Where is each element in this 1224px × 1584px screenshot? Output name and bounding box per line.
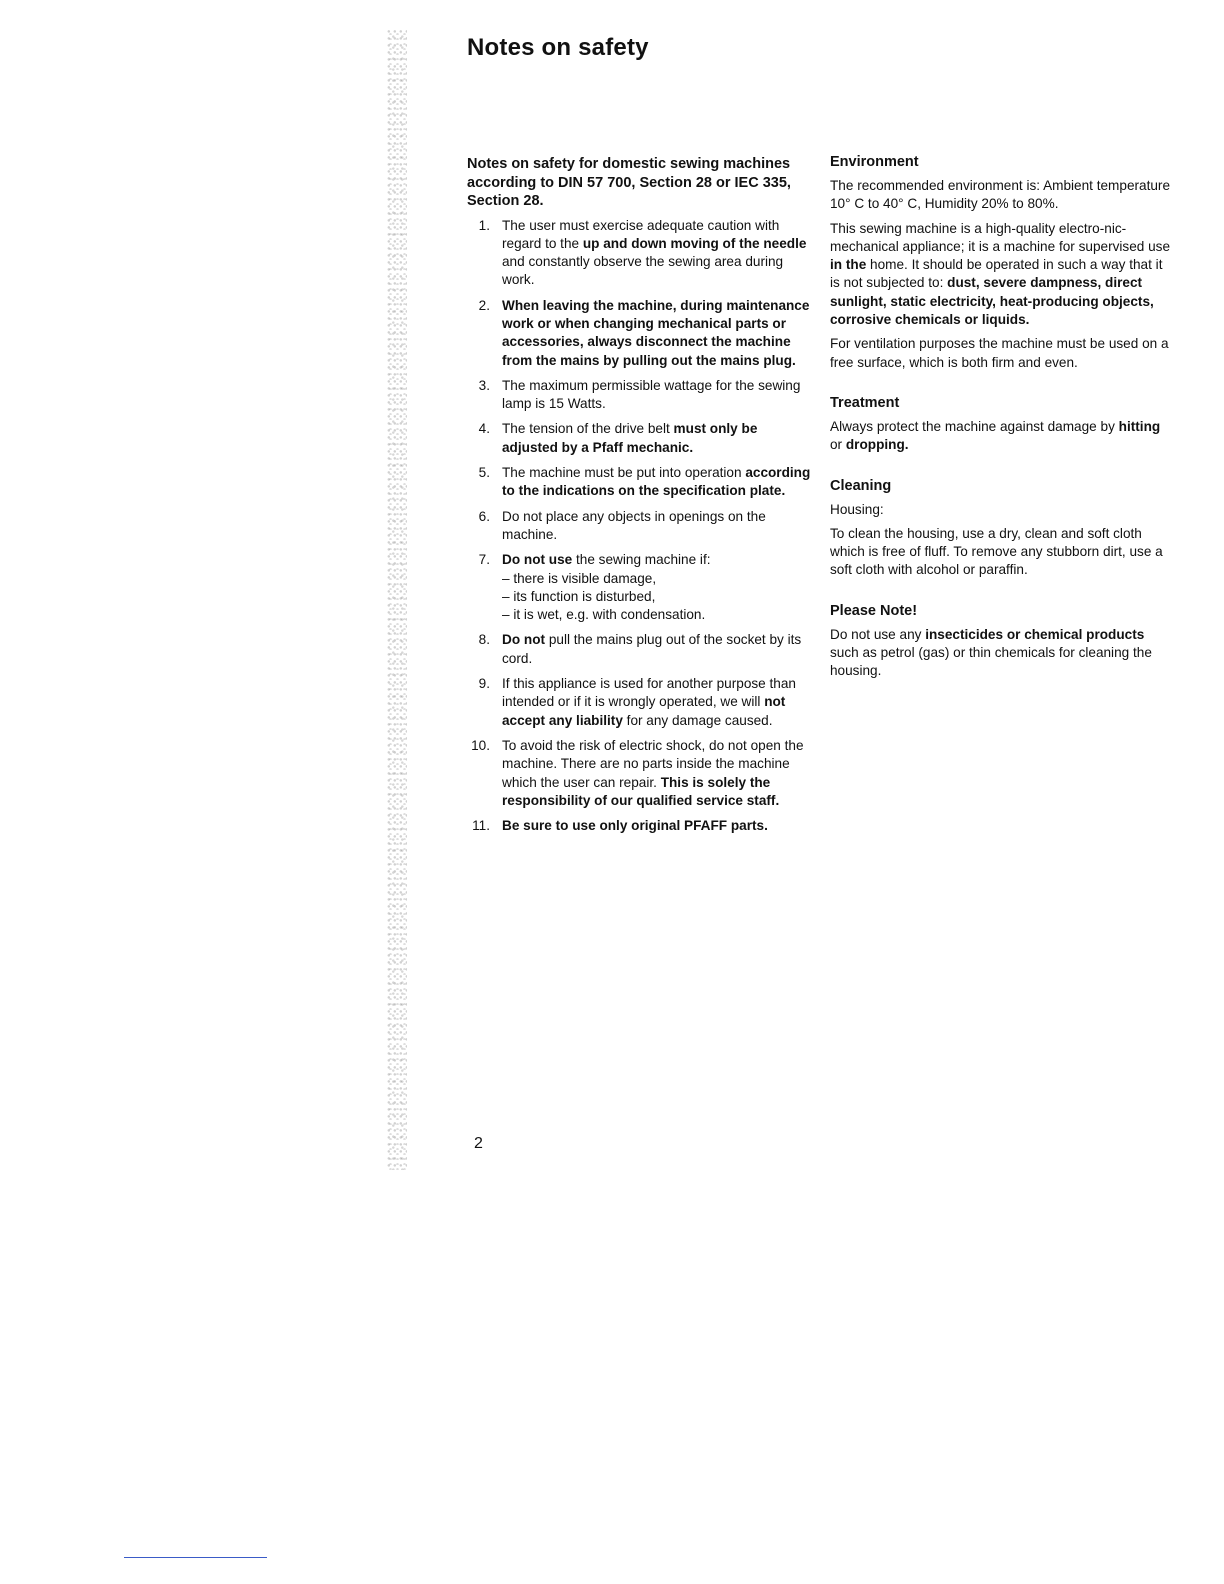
bottom-rule — [124, 1557, 267, 1558]
bold-run: dust, severe dampness, direct sunlight, static electricity, heat-producing objects, corrosive chemicals or liquids. — [830, 275, 1154, 328]
text-run: The maximum permissible wattage for the sewing lamp is 15 Watts. — [502, 377, 801, 412]
safety-rule — [467, 508, 812, 545]
binding-edge-scan — [387, 30, 407, 1170]
safety-rule — [467, 420, 812, 457]
section-treatment — [830, 394, 1175, 455]
rule-text — [502, 420, 812, 457]
bold-run: Do not — [502, 632, 546, 648]
rule-text — [502, 508, 812, 545]
safety-rule — [467, 297, 812, 370]
text-run: The tension of the drive belt — [502, 421, 674, 437]
text-run: The machine must be put into operation — [502, 465, 746, 481]
safety-rule — [467, 737, 812, 810]
bold-run: up and down moving of the needle — [582, 235, 807, 251]
text-run: To clean the housing, use a dry, clean and soft cloth which is free of fluff. To remove any stubborn dirt, use a soft cloth with alcohol or paraffin. — [830, 525, 1163, 578]
text-run: such as petrol (gas) or thin chemicals for cleaning the housing. — [830, 645, 1152, 679]
text-run: The recommended environment is: Ambient temperature 10° C to 40° C, Humidity 20% to 80%. — [830, 178, 1171, 212]
section-heading: Treatment — [830, 394, 900, 411]
rule-number: 6. — [478, 508, 490, 524]
rule-number: 7. — [478, 552, 490, 568]
text-run: Do not use any — [830, 626, 926, 642]
intro-paragraph: Notes on safety for domestic sewing machines according to DIN 57 700, Section 28 or IEC 335, Section 28. — [467, 156, 791, 209]
text-run: or — [830, 437, 846, 453]
safety-notes-column — [467, 155, 812, 842]
rule-number: 1. — [478, 217, 490, 233]
text-run: Housing: — [830, 501, 884, 517]
text-run: and constantly observe the sewing area during work. — [502, 254, 784, 288]
rule-text — [502, 377, 812, 414]
rule-text — [502, 464, 812, 501]
bold-run: Do not use — [502, 552, 573, 568]
bold-run: not accept any liability — [502, 694, 786, 728]
bold-run: dropping. — [845, 437, 909, 453]
section-paragraph — [830, 177, 1175, 214]
section-cleaning — [830, 477, 1175, 580]
safety-rules-list — [467, 217, 812, 836]
section-paragraph — [830, 525, 1175, 580]
text-run: For ventilation purposes the machine must be used on a free surface, which is both firm and even. — [830, 336, 1169, 370]
rule-number: 10. — [471, 737, 490, 753]
safety-rule — [467, 817, 812, 835]
rule-text — [502, 631, 812, 668]
care-sections-column — [830, 153, 1175, 703]
text-run: the sewing machine if: — [572, 552, 711, 568]
safety-rule — [467, 377, 812, 414]
rule-number: 4. — [478, 421, 490, 437]
rule-number: 8. — [478, 632, 490, 648]
rule-number: 9. — [478, 676, 490, 692]
section-please-note — [830, 602, 1175, 681]
rule-text — [502, 737, 812, 810]
rule-text — [502, 297, 812, 370]
text-run: If this appliance is used for another purpose than intended or if it is wrongly operated, we will — [502, 676, 796, 710]
section-paragraph — [830, 418, 1175, 455]
safety-rule — [467, 675, 812, 730]
section-heading: Cleaning — [830, 477, 892, 494]
rule-text — [502, 217, 812, 290]
page-number: 2 — [474, 1135, 483, 1152]
rule-number: 2. — [478, 297, 490, 313]
bold-run: must only be adjusted by a Pfaff mechanic. — [502, 421, 758, 455]
text-run: Do not place any objects in openings on the machine. — [502, 508, 766, 542]
rule-number: 11. — [472, 818, 490, 834]
bold-run: insecticides or chemical products — [925, 626, 1145, 642]
bold-run: in the — [830, 257, 867, 273]
text-run: The user must exercise adequate caution with regard to the — [502, 217, 780, 251]
bold-run: This is solely the responsibility of our qualified service staff. — [502, 774, 780, 808]
bold-run: Be sure to use only original PFAFF parts. — [502, 818, 768, 834]
rule-text — [502, 675, 812, 730]
text-run: This sewing machine is a high-quality electro-nic-mechanical appliance; it is a machine for supervised use — [830, 220, 1171, 254]
text-run: To avoid the risk of electric shock, do not open the machine. There are no parts inside the machine which the user can repair. — [502, 737, 804, 790]
section-paragraph — [830, 501, 1175, 519]
safety-rule — [467, 631, 812, 668]
rule-subitem: – it is wet, e.g. with condensation. — [502, 607, 706, 623]
section-paragraph — [830, 626, 1175, 681]
text-run: for any damage caused. — [622, 712, 773, 728]
text-run: pull the mains plug out of the socket by its cord. — [502, 632, 802, 666]
rule-subitem: – there is visible damage, — [502, 570, 657, 586]
safety-rule — [467, 217, 812, 290]
rule-number: 3. — [478, 377, 490, 393]
safety-rule — [467, 464, 812, 501]
section-environment — [830, 153, 1175, 372]
bold-run: according to the indications on the specification plate. — [502, 465, 811, 499]
section-heading: Please Note! — [830, 602, 918, 619]
rule-number: 5. — [478, 465, 490, 481]
rule-subitem: – its function is disturbed, — [502, 588, 656, 604]
section-heading: Environment — [830, 154, 919, 170]
section-paragraph — [830, 220, 1175, 330]
rule-text — [502, 817, 812, 835]
safety-rule — [467, 551, 812, 624]
bold-run: When leaving the machine, during maintenance work or when changing mechanical parts or accessories, always disconnect the machine from the mains by pulling out the mains plug. — [502, 297, 810, 368]
text-run: Always protect the machine against damage by — [830, 418, 1119, 434]
text-run: home. It should be operated in such a way that it is not subjected to: — [830, 257, 1163, 291]
bold-run: hitting — [1118, 418, 1161, 434]
rule-text — [502, 551, 812, 624]
page-title: Notes on safety — [467, 34, 649, 61]
section-paragraph — [830, 335, 1175, 372]
